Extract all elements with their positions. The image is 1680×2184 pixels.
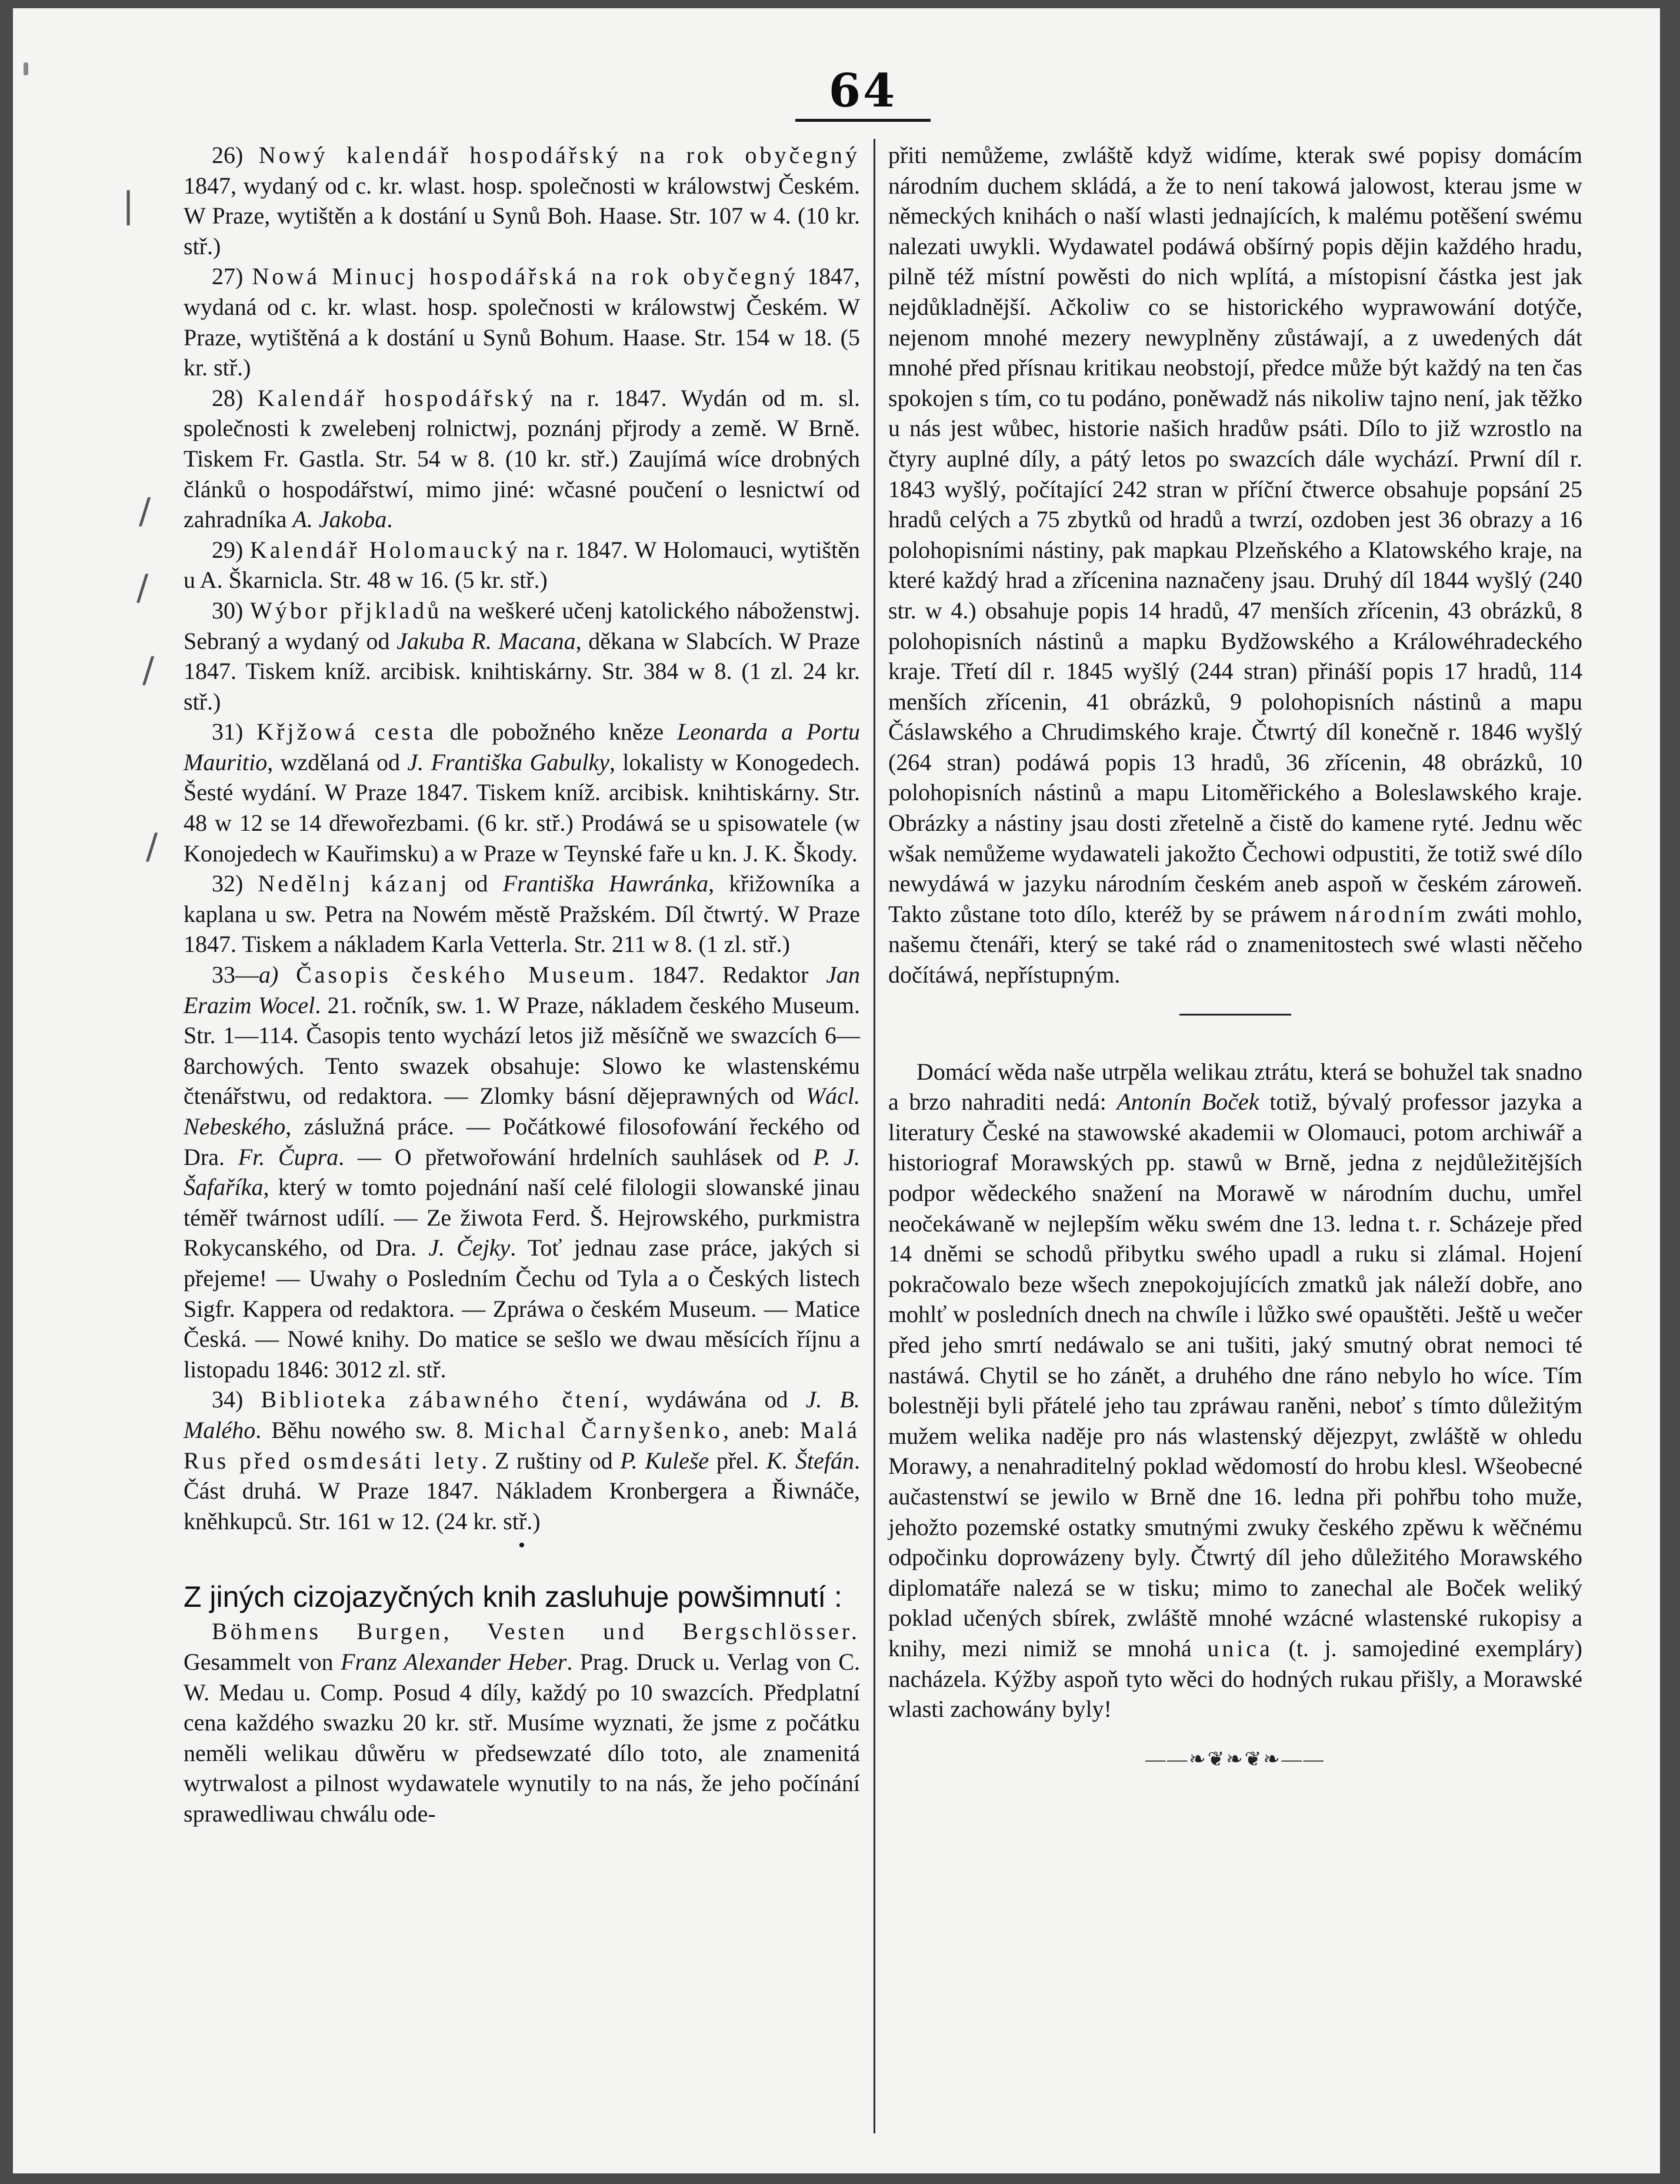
catalog-entry-34: 34) Biblioteka zábawného čtení, wydáwána od J. B. Malého. Běhu nowého sw. 8. Michal Čarnyšenko, aneb: Malá Rus před osmdesáti lety. Z ruštiny od P. Kuleše přel. K. Štefán. Část druhá. W Praze 1847. Nákladem Kronbergera a Řiwnáče, kněhkupců. Str. 161 w 12. (24 kr. stř.) [184,1386,860,1534]
page-number-rule [795,119,931,122]
closing-flourish: ——❧❦❧❦❧—— [1145,1748,1325,1770]
catalog-entry-26: 26) Nowý kalendář hospodářský na rok obyčegný 1847, wydaný od c. kr. wlast. hosp. společnosti w králowstwj Českém. W Praze, wytištěn a k dostání u Synů Boh. Haase. Str. 107 w 4. (10 kr. stř.) [184,142,860,259]
entry-separator-dot: • [518,1534,525,1557]
margin-pencil-mark: / [139,491,151,532]
catalog-entry-33: 33—a) Časopis českého Museum. 1847. Redaktor Jan Erazim Wocel. 21. ročník, sw. 1. W Praze, nákladem českého Museum. Str. 1—114. Časopis tento wychází letos již měsíčně we swazcích 6—8archowých. Tento swazek obsahuje: Slowo ke wlastenskému čtenářstwu, od redaktora. — Zlomky básní dějeprawných od Wácl. Nebeského, záslužná práce. — Počátkowé filosofowání řeckého od Dra. Fr. Čupra. — O přetwořowání hrdelních sauhlásek od P. J. Šafaříka, který w tomto pojednání naší celé filologii slowanské jinau téměř twárnost udílí. — Ze žiwota Ferd. Š. Hejrowského, purkmistra Rokycanského, od Dra. J. Čejky. Toť jednau zase práce, jakých si přejeme! — Uwahy o Posledním Čechu od Tyla a o Českých listech Sigfr. Kappera od redaktora. — Zpráwa o českém Museum. — Matice Česká. — Nowé knihy. Do matice se sešlo we dwau měsících říjnu a listopadu 1846: 3012 zl. stř. [184,961,861,1383]
right-column [888,140,1582,1774]
margin-pencil-mark: / [146,826,158,867]
catalog-entry-27: 27) Nowá Minucj hospodářská na rok obyčegný 1847, wydaná od c. kr. wlast. hosp. společnosti w králowstwj Českém. W Praze, wytištěná a k dostání u Synů Bohum. Haase. Str. 154 w 18. (5 kr. stř.) [184,263,861,381]
page-number: 64 [828,64,898,118]
foreign-book-entry: Böhmens Burgen, Vesten und Bergschlösser. Gesammelt von Franz Alexander Heber. Prag. Druck u. Verlag von C. W. Medau u. Comp. Posud 4 díly, každý po 10 swazcích. Předplatní cena každého swazku 20 kr. stř. Musíme wyznati, že jsme z počátku neměli welikau důwěru w předsewzaté dílo toto, ale znamenitá wytrwalost a pilnost wydawatele wynutily to na nás, že jeho počínání sprawedliwau chwálu ode- [184,1618,860,1827]
margin-dot [24,62,28,75]
catalog-entry-28: 28) Kalendář hospodářský na r. 1847. Wydán od m. sl. společnosti k zwelebenj rolnictwj, poznánj přjrody a země. W Brně. Tiskem Fr. Gastla. Str. 54 w 8. (10 kr. stř.) Zaujímá wíce drobných článků o hospodářstwí, mimo jiné: wčasné poučení o lesnictwí od zahradníka A. Jakoba. [184,384,860,533]
catalog-entry-31: 31) Křjžowá cesta dle pobožného kněze Leonarda a Portu Mauritio, wzdělaná od J. Františka Gabulky, lokalisty w Konogedech. Šesté wydání. W Praze 1847. Tiskem kníž. arcibisk. knihtiskárny. Str. 48 w 12 se 14 dřewořezbami. (6 kr. stř.) Prodáwá se u spisowatele (w Konojedech w Kauřimsku) a w Praze w Teynské faře u kn. J. K. Škody. [184,718,861,867]
catalog-entry-29: 29) Kalendář Holomaucký na r. 1847. W Holomauci, wytištěn u A. Škarnicla. Str. 48 w 16. (5 kr. stř.) [184,536,860,594]
section-rule [1179,1014,1291,1016]
catalog-entry-32: 32) Nedělnj kázanj od Františka Hawránka, křižowníka a kaplana u sw. Petra na Nowém městě Pražském. Díl čtwrtý. W Praze 1847. Tiskem a nákladem Karla Vetterla. Str. 211 w 8. (1 zl. stř.) [184,870,861,958]
margin-pencil-mark: / [142,650,155,691]
margin-pencil-mark: / [136,567,149,608]
margin-pencil-mark: | [122,185,135,226]
column-divider [874,139,875,2133]
obituary-paragraph: Domácí wěda naše utrpěla welikau ztrátu, která se bohužel tak snadno a brzo nahraditi nedá: Antonín Boček totiž, bývalý professor jazyka a literatury České na stawowské akademii w Olomauci, potom archiwář a historiograf Morawských pp. stawů w Brně, jedna z nejdůležitějších podpor wědeckého snažení na Morawě w národním duchu, umřel neočekáwaně w nejlepším wěku swém dne 13. ledna t. r. Scházeje před 14 dněmi se schodů přibytku swého upadl a ruku si zlámal. Hojení pokračowalo beze wšech znepokojujících zmatků jak náleží dobře, ano mohlť w posledních dnech na chwíle i lůžko swé opauštěti. Ještě u wečer před jeho smrtí nedáwalo se ani tušiti, jaký smutný obrat nemoci té nastáwá. Chytil se ho zánět, a druhého dne ráno nebylo ho wíce. Tím bolestněji byli přátelé jeho tau zpráwau raněni, neboť s tímto důležitým mužem welika naděje pro nás wlastenský dějezpyt, zwláště w ohledu Morawy, a nenahraditelný poklad wědomostí do hrobu klesl. Wšeobecné aučastenstwí se jewilo w Brně dne 16. ledna při pohřbu toho muže, jehožto pozemské ostatky smutnými zwuky českého zpěwu k wěčnému odpočinku doprowázeny byly. Čtwrtý díl jeho důležitého Morawského diplomatáře nalezá se w tisku; mimo to zanechal ale Boček weliký poklad učených sbírek, zwláště mnohé wzácné wlastenské rukopisy a knihy, mezi nimiž se mnohá unica (t. j. samojediné exempláry) nacházela. Kýžby aspoň tyto wěci do hodných rukau přišly, a Morawské wlasti zachowány byly! [888,1058,1583,1723]
book-page [13,8,1660,2173]
foreign-books-heading: Z jiných cizojazyčných knih zasluhuje powšimnutí : [184,1580,842,1614]
catalog-entry-30: 30) Wýbor přjkladů na weškeré učenj katolického náboženstwj. Sebraný a wydaný od Jakuba R. Macana, děkana w Slabcích. W Praze 1847. Tiskem kníž. arcibisk. knihtiskárny. Str. 384 w 8. (1 zl. 24 kr. stř.) [184,597,861,715]
review-continuation: přiti nemůžeme, zwláště když widíme, kterak swé popisy domácím národním duchem skládá, a že to není takowá jalowost, kterau jsme w německých knihách o naší wlasti jednajících, k malému potěšení swému nalezati uwykli. Wydawatel podáwá obšírný popis dějin každého hradu, pilně též místní powěsti do nich wplítá, a místopisní částka jest jak nejdůkladnější. Ačkoliw co se historického wyprawowání dotýče, nejenom mnohé mezery newyplněny zůstáwají, a z uwedených dát mnohé před přísnau kritikau neobstojí, předce může být každý na ten čas spokojen s tím, co tu podáno, poněwadž nás nikoliw tajno není, jak těžko u nás jest wůbec, historie našich hradůw psáti. Dílo to již wzrostlo na čtyry auplné díly, a pátý letos po swazcích dále wychází. Prwní díl r. 1843 wyšlý, počítající 242 stran w příční čtwerce obsahuje popsání 25 hradů celých a 75 zbytků od hradů a twrzí, ozdoben jest 36 obrazy a 16 polohopisními nástiny, pak mapkau Plzeňského a Klatowského kraje, na které každý hrad a zřícenina naznačeny jsau. Druhý díl 1844 wyšlý (240 str. w 4.) obsahuje popis 14 hradů, 47 menších zřícenin, 43 obrázků, 8 polohopisních nástinů a mapku Bydžowského a Králowéhradeckého kraje. Třetí díl r. 1845 wyšlý (244 stran) přináší popis 17 hradů, 114 menších zřícenin, 41 obrázků, 9 polohopisních nástinů a mapu Čáslawského a Chrudimského kraje. Čtwrtý díl konečně r. 1846 wyšlý (264 stran) podáwá popis 13 hradů, 36 zřícenin, 48 obrázků, 10 polohopisních nástinů a mapu Litoměřického a Boleslawského kraje. Obrázky a nástiny jsau dosti zřetelně a čistě do kamene ryté. Jednu wěc wšak nemůžeme wydawateli jakožto Čechowi odpustiti, že totiž swé dílo newydáwá w jazyku národním českém aneb aspoň w českém zároweň. Takto zůstane toto dílo, kteréž by se práwem národním zwáti mohlo, našemu čtenáři, který se také rád o znamenitostech swé wlasti něčeho dočítáwá, nepřístupným. [888,142,1582,988]
left-column [184,140,860,1829]
